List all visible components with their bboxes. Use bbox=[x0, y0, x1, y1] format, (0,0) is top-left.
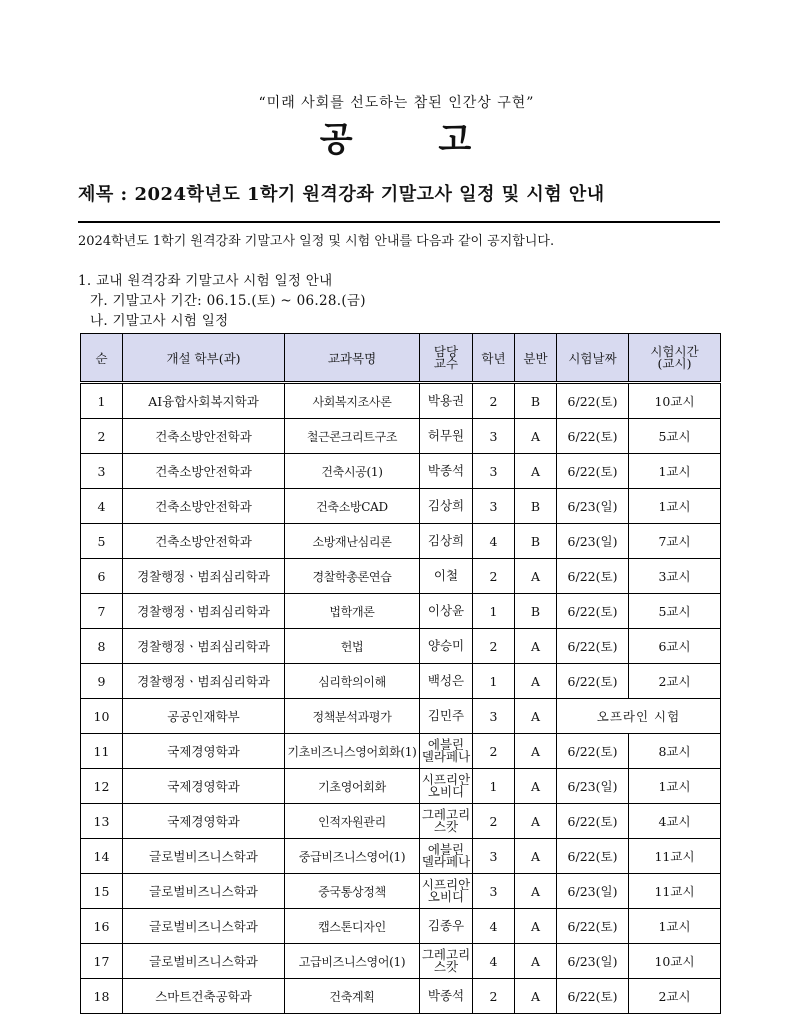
table-row bbox=[81, 524, 721, 559]
cell-professor bbox=[420, 734, 473, 769]
cell-period: 1교시 bbox=[629, 454, 721, 489]
cell-section: B bbox=[515, 383, 557, 419]
cell-section: A bbox=[515, 699, 557, 734]
cell-dept: 국제경영학과 bbox=[123, 734, 285, 769]
table-row bbox=[81, 419, 721, 454]
cell-date: 6/23(일) bbox=[557, 489, 629, 524]
cell-year: 1 bbox=[473, 594, 515, 629]
header-period-line2: (교시) bbox=[657, 355, 692, 371]
cell-section: A bbox=[515, 804, 557, 839]
cell-date: 6/22(토) bbox=[557, 664, 629, 699]
cell-section: A bbox=[515, 874, 557, 909]
professor-name-part: 오비디 bbox=[427, 889, 465, 904]
cell-section: A bbox=[515, 559, 557, 594]
table-row bbox=[81, 944, 721, 979]
professor-name-part: 델라페나 bbox=[421, 854, 471, 869]
cell-year: 2 bbox=[473, 979, 515, 1014]
cell-course: 헌법 bbox=[285, 629, 420, 664]
cell-dept: 국제경영학과 bbox=[123, 769, 285, 804]
cell-year: 2 bbox=[473, 734, 515, 769]
table-row bbox=[81, 769, 721, 804]
cell-date: 6/23(일) bbox=[557, 944, 629, 979]
exam-period: 가. 기말고사 기간: 06.15.(토) ~ 06.28.(금) bbox=[90, 293, 366, 309]
cell-no: 5 bbox=[81, 524, 123, 559]
cell-no: 6 bbox=[81, 559, 123, 594]
cell-professor bbox=[420, 454, 473, 489]
cell-section: A bbox=[515, 734, 557, 769]
cell-professor bbox=[420, 664, 473, 699]
cell-no: 13 bbox=[81, 804, 123, 839]
cell-course: 소방재난심리론 bbox=[285, 524, 420, 559]
cell-dept: 스마트건축공학과 bbox=[123, 979, 285, 1014]
cell-course: 건축소방CAD bbox=[285, 489, 420, 524]
table-row bbox=[81, 664, 721, 699]
professor-name-part: 박종석 bbox=[427, 463, 465, 478]
professor-name-part: 허무원 bbox=[427, 428, 465, 443]
cell-course: 중국통상정책 bbox=[285, 874, 420, 909]
cell-date: 6/23(일) bbox=[557, 874, 629, 909]
cell-no: 10 bbox=[81, 699, 123, 734]
cell-year: 1 bbox=[473, 664, 515, 699]
cell-dept: 건축소방안전학과 bbox=[123, 524, 285, 559]
cell-offline-exam: 오프라인 시험 bbox=[557, 699, 721, 734]
cell-period: 2교시 bbox=[629, 979, 721, 1014]
professor-name-part: 김상희 bbox=[427, 498, 465, 513]
professor-name-part: 양승미 bbox=[427, 638, 465, 653]
professor-name-part: 에블린 bbox=[427, 737, 465, 752]
header-course: 교과목명 bbox=[285, 334, 420, 383]
cell-period: 1교시 bbox=[629, 909, 721, 944]
cell-no: 14 bbox=[81, 839, 123, 874]
cell-course: 심리학의이해 bbox=[285, 664, 420, 699]
professor-name-part: 시프리안 bbox=[421, 877, 471, 892]
professor-name-part: 김민주 bbox=[427, 708, 465, 723]
cell-period: 11교시 bbox=[629, 839, 721, 874]
cell-section: A bbox=[515, 979, 557, 1014]
cell-dept: AI융합사회복지학과 bbox=[123, 383, 285, 419]
cell-no: 9 bbox=[81, 664, 123, 699]
cell-date: 6/22(토) bbox=[557, 804, 629, 839]
cell-dept: 글로벌비즈니스학과 bbox=[123, 839, 285, 874]
cell-dept: 경찰행정ㆍ범죄심리학과 bbox=[123, 629, 285, 664]
cell-no: 2 bbox=[81, 419, 123, 454]
professor-name-part: 시프리안 bbox=[421, 772, 471, 787]
cell-no: 11 bbox=[81, 734, 123, 769]
cell-dept: 경찰행정ㆍ범죄심리학과 bbox=[123, 559, 285, 594]
cell-course: 법학개론 bbox=[285, 594, 420, 629]
table-header-row bbox=[81, 334, 721, 383]
header-professor-line2: 교수 bbox=[433, 355, 459, 371]
cell-course: 철근콘크리트구조 bbox=[285, 419, 420, 454]
table-row bbox=[81, 909, 721, 944]
cell-date: 6/22(토) bbox=[557, 594, 629, 629]
cell-dept: 경찰행정ㆍ범죄심리학과 bbox=[123, 594, 285, 629]
header-professor-line1: 담당 bbox=[433, 343, 459, 359]
table-row bbox=[81, 734, 721, 769]
cell-year: 1 bbox=[473, 769, 515, 804]
cell-no: 16 bbox=[81, 909, 123, 944]
cell-year: 3 bbox=[473, 454, 515, 489]
header-period-line1: 시험시간 bbox=[650, 343, 699, 359]
cell-period: 7교시 bbox=[629, 524, 721, 559]
cell-professor bbox=[420, 629, 473, 664]
cell-no: 8 bbox=[81, 629, 123, 664]
professor-name-part: 에블린 bbox=[427, 842, 465, 857]
cell-year: 3 bbox=[473, 419, 515, 454]
cell-section: A bbox=[515, 839, 557, 874]
cell-no: 4 bbox=[81, 489, 123, 524]
cell-dept: 경찰행정ㆍ범죄심리학과 bbox=[123, 664, 285, 699]
cell-dept: 공공인재학부 bbox=[123, 699, 285, 734]
cell-dept: 건축소방안전학과 bbox=[123, 419, 285, 454]
cell-course: 캡스톤디자인 bbox=[285, 909, 420, 944]
cell-period: 11교시 bbox=[629, 874, 721, 909]
cell-course: 사회복지조사론 bbox=[285, 383, 420, 419]
cell-no: 12 bbox=[81, 769, 123, 804]
table-row bbox=[81, 839, 721, 874]
header-date: 시험날짜 bbox=[557, 334, 629, 383]
cell-section: B bbox=[515, 489, 557, 524]
professor-name-part: 델라페나 bbox=[421, 749, 471, 764]
table-row bbox=[81, 629, 721, 664]
cell-period: 4교시 bbox=[629, 804, 721, 839]
cell-section: A bbox=[515, 909, 557, 944]
cell-period: 3교시 bbox=[629, 559, 721, 594]
title-divider bbox=[78, 221, 720, 223]
professor-name-part: 그레고리 bbox=[421, 947, 471, 962]
header-professor bbox=[420, 334, 473, 383]
cell-date: 6/23(일) bbox=[557, 524, 629, 559]
cell-dept: 글로벌비즈니스학과 bbox=[123, 944, 285, 979]
cell-date: 6/22(토) bbox=[557, 383, 629, 419]
cell-professor bbox=[420, 839, 473, 874]
cell-professor bbox=[420, 489, 473, 524]
intro-text: 2024학년도 1학기 원격강좌 기말고사 일정 및 시험 안내를 다음과 같이 공지합니다. bbox=[78, 234, 555, 249]
cell-dept: 국제경영학과 bbox=[123, 804, 285, 839]
table-row bbox=[81, 559, 721, 594]
cell-period: 6교시 bbox=[629, 629, 721, 664]
cell-no: 7 bbox=[81, 594, 123, 629]
professor-name-part: 김종우 bbox=[427, 918, 465, 933]
table-row bbox=[81, 699, 721, 734]
cell-date: 6/22(토) bbox=[557, 839, 629, 874]
professor-name-part: 스캇 bbox=[433, 959, 459, 974]
cell-no: 3 bbox=[81, 454, 123, 489]
cell-section: B bbox=[515, 594, 557, 629]
header-no: 순 bbox=[81, 334, 123, 383]
cell-date: 6/22(토) bbox=[557, 629, 629, 664]
header-year: 학년 bbox=[473, 334, 515, 383]
slogan: “미래 사회를 선도하는 참된 인간상 구현” bbox=[258, 95, 535, 111]
notice-heading: 공 고 bbox=[319, 120, 474, 160]
cell-year: 3 bbox=[473, 489, 515, 524]
cell-dept: 건축소방안전학과 bbox=[123, 489, 285, 524]
cell-year: 4 bbox=[473, 944, 515, 979]
cell-no: 15 bbox=[81, 874, 123, 909]
cell-date: 6/22(토) bbox=[557, 979, 629, 1014]
cell-year: 4 bbox=[473, 909, 515, 944]
cell-no: 17 bbox=[81, 944, 123, 979]
cell-dept: 글로벌비즈니스학과 bbox=[123, 909, 285, 944]
professor-name-part: 그레고리 bbox=[421, 807, 471, 822]
schedule-label: 나. 기말고사 시험 일정 bbox=[90, 313, 229, 329]
professor-name-part: 오비디 bbox=[427, 784, 465, 799]
cell-course: 중급비즈니스영어(1) bbox=[285, 839, 420, 874]
header-dept: 개설 학부(과) bbox=[123, 334, 285, 383]
cell-course: 건축시공(1) bbox=[285, 454, 420, 489]
cell-year: 2 bbox=[473, 629, 515, 664]
professor-name-part: 박종석 bbox=[427, 988, 465, 1003]
cell-professor bbox=[420, 804, 473, 839]
professor-name-part: 이철 bbox=[433, 568, 459, 583]
cell-period: 1교시 bbox=[629, 769, 721, 804]
professor-name-part: 박용권 bbox=[427, 393, 465, 408]
cell-year: 3 bbox=[473, 839, 515, 874]
cell-section: A bbox=[515, 629, 557, 664]
cell-professor bbox=[420, 524, 473, 559]
cell-section: B bbox=[515, 524, 557, 559]
section-heading: 1. 교내 원격강좌 기말고사 시험 일정 안내 bbox=[78, 273, 333, 289]
cell-date: 6/22(토) bbox=[557, 419, 629, 454]
cell-year: 2 bbox=[473, 559, 515, 594]
cell-professor bbox=[420, 559, 473, 594]
cell-date: 6/22(토) bbox=[557, 559, 629, 594]
cell-course: 기초비즈니스영어회화(1) bbox=[285, 734, 420, 769]
header-period bbox=[629, 334, 721, 383]
cell-course: 건축계획 bbox=[285, 979, 420, 1014]
cell-year: 2 bbox=[473, 804, 515, 839]
table-row bbox=[81, 594, 721, 629]
table-row bbox=[81, 489, 721, 524]
cell-no: 18 bbox=[81, 979, 123, 1014]
cell-dept: 글로벌비즈니스학과 bbox=[123, 874, 285, 909]
cell-course: 기초영어회화 bbox=[285, 769, 420, 804]
table-row bbox=[81, 383, 721, 419]
cell-professor bbox=[420, 874, 473, 909]
cell-date: 6/22(토) bbox=[557, 909, 629, 944]
cell-period: 8교시 bbox=[629, 734, 721, 769]
cell-section: A bbox=[515, 769, 557, 804]
cell-year: 3 bbox=[473, 874, 515, 909]
cell-course: 인적자원관리 bbox=[285, 804, 420, 839]
cell-professor bbox=[420, 909, 473, 944]
exam-schedule-table bbox=[80, 333, 721, 1014]
cell-dept: 건축소방안전학과 bbox=[123, 454, 285, 489]
professor-name-part: 김상희 bbox=[427, 533, 465, 548]
cell-year: 3 bbox=[473, 699, 515, 734]
cell-date: 6/22(토) bbox=[557, 734, 629, 769]
cell-professor bbox=[420, 979, 473, 1014]
cell-professor bbox=[420, 594, 473, 629]
header-section: 분반 bbox=[515, 334, 557, 383]
cell-section: A bbox=[515, 454, 557, 489]
professor-name-part: 백성은 bbox=[427, 673, 465, 688]
cell-period: 5교시 bbox=[629, 594, 721, 629]
table-row bbox=[81, 874, 721, 909]
cell-period: 2교시 bbox=[629, 664, 721, 699]
professor-name-part: 이상윤 bbox=[427, 603, 465, 618]
cell-professor bbox=[420, 699, 473, 734]
cell-period: 5교시 bbox=[629, 419, 721, 454]
cell-course: 정책분석과평가 bbox=[285, 699, 420, 734]
cell-professor bbox=[420, 944, 473, 979]
cell-course: 경찰학총론연습 bbox=[285, 559, 420, 594]
cell-section: A bbox=[515, 944, 557, 979]
cell-year: 4 bbox=[473, 524, 515, 559]
cell-section: A bbox=[515, 664, 557, 699]
cell-period: 10교시 bbox=[629, 383, 721, 419]
cell-year: 2 bbox=[473, 383, 515, 419]
table-row bbox=[81, 454, 721, 489]
professor-name-part: 스캇 bbox=[433, 819, 459, 834]
table-row bbox=[81, 804, 721, 839]
cell-section: A bbox=[515, 419, 557, 454]
cell-date: 6/22(토) bbox=[557, 454, 629, 489]
table-row bbox=[81, 979, 721, 1014]
cell-period: 1교시 bbox=[629, 489, 721, 524]
cell-course: 고급비즈니스영어(1) bbox=[285, 944, 420, 979]
cell-professor bbox=[420, 769, 473, 804]
cell-professor bbox=[420, 419, 473, 454]
cell-no: 1 bbox=[81, 383, 123, 419]
document-title: 제목 : 2024학년도 1학기 원격강좌 기말고사 일정 및 시험 안내 bbox=[78, 184, 605, 205]
cell-period: 10교시 bbox=[629, 944, 721, 979]
cell-professor bbox=[420, 383, 473, 419]
cell-date: 6/23(일) bbox=[557, 769, 629, 804]
